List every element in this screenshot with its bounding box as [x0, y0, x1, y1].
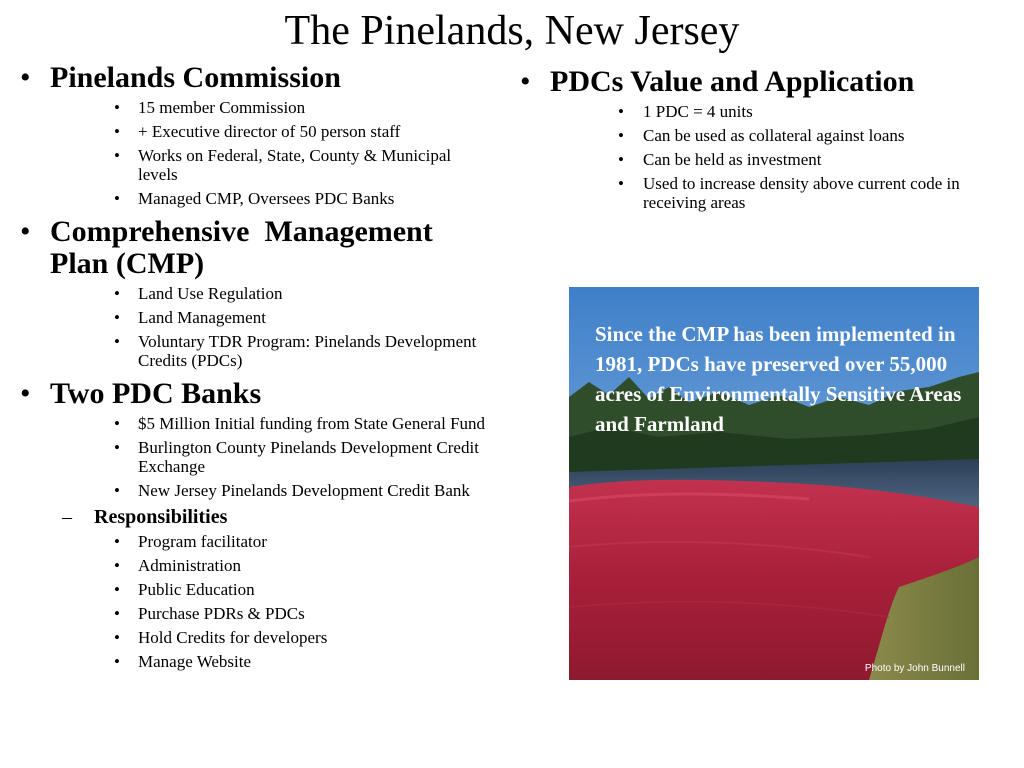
bullet-icon: •	[114, 481, 120, 500]
list-item: • Purchase PDRs & PDCs	[114, 604, 305, 623]
bullet-icon: •	[114, 532, 120, 551]
list-item: • Voluntary TDR Program: Pinelands Development Credits (PDCs)	[114, 332, 477, 370]
cmp-heading-item	[14, 216, 494, 280]
list-item: • Used to increase density above current code in receiving areas	[618, 174, 960, 212]
list-item: • Hold Credits for developers	[114, 628, 328, 647]
pdc-heading-item	[514, 66, 1009, 98]
commission-heading: Pinelands Commission	[50, 61, 341, 94]
list-item: • Manage Website	[114, 652, 252, 671]
list-item: • 1 PDC = 4 units	[618, 102, 753, 121]
slide-title: The Pinelands, New Jersey	[284, 8, 740, 54]
list-item: • Land Use Regulation	[114, 284, 283, 303]
bullet-icon: •	[114, 332, 120, 351]
list-item: • Program facilitator	[114, 532, 267, 551]
bullet-icon: •	[520, 65, 531, 98]
bullet-icon: •	[114, 556, 120, 575]
left-column	[14, 62, 494, 676]
cmp-section	[14, 216, 494, 280]
bullet-icon: •	[114, 604, 120, 623]
pdc-heading: PDCs Value and Application	[550, 65, 915, 98]
list-item: • Can be used as collateral against loans	[618, 126, 905, 145]
list-item: • $5 Million Initial funding from State General Fund	[114, 414, 486, 433]
photo-caption: Since the CMP has been implemented in 1981, PDCs have preserved over 55,000 acres of Environmentally Sensitive Areas and Farmland	[595, 322, 962, 436]
bullet-icon: •	[618, 150, 624, 169]
banks-heading: Two PDC Banks	[50, 377, 262, 410]
bullet-icon: •	[20, 61, 31, 94]
list-item: • New Jersey Pinelands Development Credit Bank	[114, 481, 470, 500]
list-item: • Can be held as investment	[618, 150, 822, 169]
bullet-icon: •	[114, 308, 120, 327]
commission-list	[14, 98, 494, 208]
bullet-icon: •	[114, 628, 120, 647]
bullet-icon: •	[20, 377, 31, 410]
bullet-icon: •	[114, 98, 120, 117]
bullet-icon: •	[114, 189, 120, 208]
banks-heading-item	[14, 378, 494, 410]
list-item: • Public Education	[114, 580, 255, 599]
list-item: • Managed CMP, Oversees PDC Banks	[114, 189, 395, 208]
commission-heading-item	[14, 62, 494, 94]
bullet-icon: •	[618, 174, 624, 193]
pdc-list	[514, 102, 1009, 212]
responsibilities-heading-item	[14, 506, 494, 528]
bullet-icon: •	[114, 122, 120, 141]
bullet-icon: •	[114, 580, 120, 599]
responsibilities-list	[14, 532, 494, 671]
pdc-section	[514, 66, 1009, 98]
cmp-heading: Comprehensive Management Plan (CMP)	[50, 215, 441, 280]
bullet-icon: •	[618, 102, 624, 121]
list-item: • Administration	[114, 556, 241, 575]
cranberry-bog-photo	[569, 287, 979, 680]
bullet-icon: •	[618, 126, 624, 145]
bullet-icon: •	[114, 652, 120, 671]
commission-section	[14, 62, 494, 94]
banks-section	[14, 378, 494, 410]
bullet-icon: •	[114, 414, 120, 433]
bullet-icon: •	[20, 215, 31, 248]
dash-bullet-icon: –	[62, 506, 72, 528]
banks-list	[14, 414, 494, 500]
bullet-icon: •	[114, 146, 120, 165]
list-item: • + Executive director of 50 person staff	[114, 122, 401, 141]
list-item: • 15 member Commission	[114, 98, 306, 117]
cmp-list	[14, 284, 494, 370]
bullet-icon: •	[114, 284, 120, 303]
right-column	[514, 66, 1009, 220]
responsibilities-heading: Responsibilities	[94, 506, 228, 528]
bullet-icon: •	[114, 438, 120, 457]
photo-credit: Photo by John Bunnell	[864, 663, 965, 674]
list-item: • Burlington County Pinelands Development Credit Exchange	[114, 438, 479, 476]
list-item: • Land Management	[114, 308, 266, 327]
list-item: • Works on Federal, State, County & Municipal levels	[114, 146, 452, 184]
